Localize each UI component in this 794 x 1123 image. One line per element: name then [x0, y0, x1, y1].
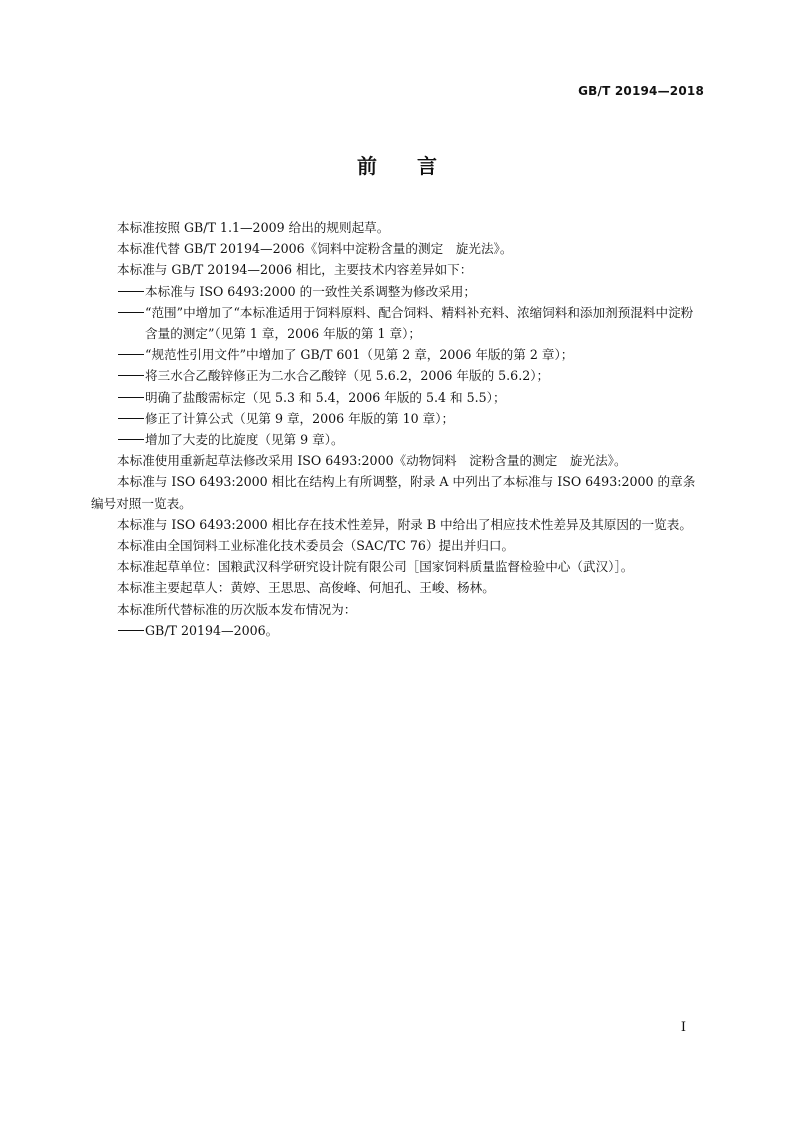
paragraph-structure: 本标准与 ISO 6493:2000 相比在结构上有所调整，附录 A 中列出了本标准与 ISO 6493:2000 的章条编号对照一览表。 — [91, 474, 696, 511]
change-item: 增加了大麦的比旋度（见第 9 章）。 — [91, 429, 705, 450]
change-item: “规范性引用文件”中增加了 GB/T 601（见第 2 章，2006 年版的第 2 章）； — [91, 344, 705, 365]
dash-icon — [117, 429, 145, 450]
dash-icon — [117, 387, 145, 408]
paragraph-adoption: 本标准使用重新起草法修改采用 ISO 6493:2000《动物饲料 淀粉含量的测定 旋光法》。 — [117, 453, 627, 469]
history-item: GB/T 20194—2006。 — [91, 620, 705, 641]
paragraph-drafting-rules: 本标准按照 GB/T 1.1—2009 给出的规则起草。 — [117, 220, 390, 235]
paragraph-differences-intro: 本标准与 GB/T 20194—2006 相比，主要技术内容差异如下： — [117, 262, 473, 278]
foreword-body — [91, 217, 705, 641]
dash-icon — [117, 281, 145, 302]
standard-code: GB/T 20194—2018 — [578, 84, 704, 98]
paragraph-drafting-unit: 本标准起草单位：国粮武汉科学研究设计院有限公司［国家饲料质量监督检验中心（武汉）］。 — [117, 559, 634, 575]
page-number: I — [680, 1020, 686, 1035]
page-title: 前言 — [357, 154, 477, 178]
change-item: 将三水合乙酸锌修正为二水合乙酸锌（见 5.6.2，2006 年版的 5.6.2）； — [91, 365, 705, 386]
change-item: 修正了计算公式（见第 9 章，2006 年版的第 10 章）； — [91, 408, 705, 429]
paragraph-history-intro: 本标准所代替标准的历次版本发布情况为： — [117, 601, 357, 617]
dash-icon — [117, 620, 145, 641]
paragraph-replaces: 本标准代替 GB/T 20194—2006《饲料中淀粉含量的测定 旋光法》。 — [117, 241, 513, 257]
change-item: 本标准与 ISO 6493:2000 的一致性关系调整为修改采用； — [91, 281, 705, 302]
paragraph-drafters: 本标准主要起草人：黄婷、王思思、高俊峰、何旭孔、王峻、杨林。 — [117, 580, 495, 596]
paragraph-technical-differences: 本标准与 ISO 6493:2000 相比存在技术性差异，附录 B 中给出了相应技术性差异及其原因的一览表。 — [117, 516, 692, 532]
paragraph-proposer: 本标准由全国饲料工业标准化技术委员会（SAC/TC 76）提出并归口。 — [117, 538, 515, 554]
dash-icon — [117, 344, 145, 365]
dash-icon — [117, 365, 145, 386]
change-item: “范围”中增加了“本标准适用于饲料原料、配合饲料、精料补充料、浓缩饲料和添加剂预混料中淀粉含量的测定”（见第 1 章，2006 年版的第 1 章）； — [91, 302, 705, 344]
change-item: 明确了盐酸需标定（见 5.3 和 5.4，2006 年版的 5.4 和 5.5）； — [91, 387, 705, 408]
dash-icon — [117, 302, 145, 344]
dash-icon — [117, 408, 145, 429]
